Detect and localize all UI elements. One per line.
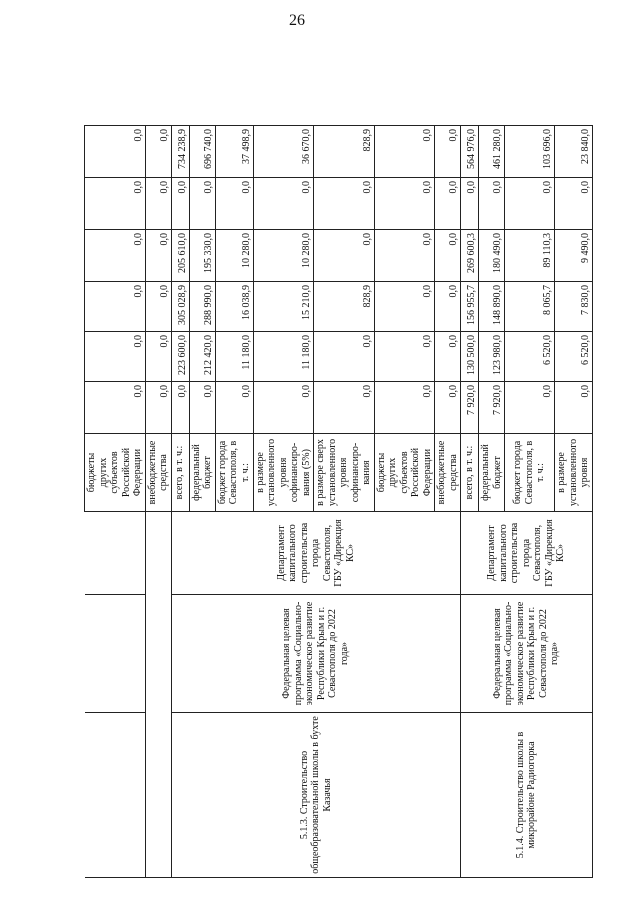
- object-cell-empty: [85, 713, 146, 878]
- value-cell: 0,0: [145, 332, 171, 382]
- value-cell: 0,0: [505, 178, 555, 230]
- value-cell: 16 038,9: [215, 282, 253, 332]
- value-cell: 7 920,0: [479, 382, 505, 434]
- value-cell: 734 238,9: [171, 126, 189, 178]
- value-cell: 9 490,0: [555, 230, 593, 282]
- table-row: [145, 34, 171, 878]
- funding-source: всего, в т. ч.:: [461, 434, 479, 512]
- funding-source: всего, в т. ч.:: [171, 434, 189, 512]
- value-cell: 0,0: [374, 230, 435, 282]
- value-cell: 461 280,0: [479, 126, 505, 178]
- value-cell: 0,0: [85, 178, 146, 230]
- value-cell: 7 920,0: [461, 382, 479, 434]
- value-cell: 0,0: [171, 382, 189, 434]
- value-cell: 103 696,0: [505, 126, 555, 178]
- object-name: 5.1.3. Строительство общеобразовательной школы в бухте Казачья: [171, 713, 461, 878]
- executor-name: Департамент капитального строительства города Севастополя, ГБУ «Дирекция КС»: [171, 512, 461, 595]
- value-cell: 0,0: [314, 178, 375, 230]
- value-cell: 23 840,0: [555, 126, 593, 178]
- value-cell: 6 520,0: [555, 332, 593, 382]
- funding-source: бюджеты других субъектов Российской Федерации: [374, 434, 435, 512]
- value-cell: 0,0: [435, 230, 461, 282]
- funding-source: бюджет города Севастополя, в т. ч.:: [505, 434, 555, 512]
- value-cell: 0,0: [479, 178, 505, 230]
- value-cell: 7 830,0: [555, 282, 593, 332]
- value-cell: 0,0: [145, 282, 171, 332]
- value-cell: 123 980,0: [479, 332, 505, 382]
- program-cell-empty: [85, 595, 146, 713]
- funding-source: в размере сверх установленного уровня софинансиро-вания: [314, 434, 375, 512]
- value-cell: 0,0: [145, 230, 171, 282]
- table-body: [85, 34, 593, 878]
- value-cell: 0,0: [435, 332, 461, 382]
- value-cell: 0,0: [145, 382, 171, 434]
- value-cell: 195 330,0: [189, 230, 215, 282]
- funding-source: в размере установленного уровня: [555, 434, 593, 512]
- value-cell: 10 280,0: [215, 230, 253, 282]
- value-cell: 288 990,0: [189, 282, 215, 332]
- value-cell: 0,0: [85, 230, 146, 282]
- value-cell: 0,0: [215, 382, 253, 434]
- value-cell: 0,0: [145, 178, 171, 230]
- value-cell: 10 280,0: [253, 230, 314, 282]
- value-cell: 0,0: [374, 178, 435, 230]
- value-cell: 223 600,0: [171, 332, 189, 382]
- funding-source: федеральный бюджет: [479, 434, 505, 512]
- page-number: 26: [289, 12, 305, 29]
- value-cell: 269 600,3: [461, 230, 479, 282]
- value-cell: 696 740,0: [189, 126, 215, 178]
- value-cell: 6 520,0: [505, 332, 555, 382]
- program-name: Федеральная целевая программа «Социально-экономическое развитие Республики Крым и г. Севастополя до 2022 года»: [461, 595, 593, 713]
- rotated-table-wrapper: [84, 34, 591, 878]
- value-cell: 0,0: [374, 282, 435, 332]
- value-cell: 0,0: [85, 332, 146, 382]
- funding-source: в размере установленного уровня софинансиро-вания (5%): [253, 434, 314, 512]
- value-cell: 37 498,9: [215, 126, 253, 178]
- executor-cell-empty: [85, 512, 146, 595]
- value-cell: 156 955,7: [461, 282, 479, 332]
- object-name: 5.1.4. Строительство школы в микрорайоне Радиогорка: [461, 713, 593, 878]
- value-cell: 305 028,9: [171, 282, 189, 332]
- executor-name: Департамент капитального строительства города Севастополя, ГБУ «Дирекция КС»: [461, 512, 593, 595]
- spacer-cell: [145, 512, 171, 878]
- value-cell: 15 210,0: [253, 282, 314, 332]
- value-cell: 828,9: [314, 126, 375, 178]
- value-cell: 828,9: [314, 282, 375, 332]
- value-cell: 8 065,7: [505, 282, 555, 332]
- value-cell: 0,0: [461, 178, 479, 230]
- value-cell: 205 610,0: [171, 230, 189, 282]
- program-name: Федеральная целевая программа «Социально-экономическое развитие Республики Крым и г. Севастополя до 2022 года»: [171, 595, 461, 713]
- value-cell: 0,0: [314, 332, 375, 382]
- value-cell: 0,0: [374, 126, 435, 178]
- value-cell: 0,0: [85, 382, 146, 434]
- value-cell: 212 420,0: [189, 332, 215, 382]
- value-cell: 0,0: [253, 178, 314, 230]
- value-cell: 0,0: [314, 382, 375, 434]
- value-cell: 0,0: [253, 382, 314, 434]
- funding-source: бюджеты других субъектов Российской Федерации: [85, 434, 146, 512]
- value-cell: 130 500,0: [461, 332, 479, 382]
- value-cell: 0,0: [314, 230, 375, 282]
- funding-source: федеральный бюджет: [189, 434, 215, 512]
- funding-source: внебюджетные средства: [435, 434, 461, 512]
- table-row: [171, 34, 189, 878]
- value-cell: 0,0: [85, 282, 146, 332]
- value-cell: 564 976,0: [461, 126, 479, 178]
- value-cell: 0,0: [435, 126, 461, 178]
- value-cell: 0,0: [189, 178, 215, 230]
- value-cell: 0,0: [435, 282, 461, 332]
- funding-source: внебюджетные средства: [145, 434, 171, 512]
- funding-source: бюджет города Севастополя, в т. ч.:: [215, 434, 253, 512]
- value-cell: 0,0: [374, 382, 435, 434]
- value-cell: 36 670,0: [253, 126, 314, 178]
- value-cell: 0,0: [435, 382, 461, 434]
- value-cell: 0,0: [505, 382, 555, 434]
- table-row: [85, 34, 146, 878]
- value-cell: 0,0: [171, 178, 189, 230]
- value-cell: 0,0: [85, 126, 146, 178]
- value-cell: 0,0: [374, 332, 435, 382]
- table-row: [461, 34, 479, 878]
- budget-table: [84, 33, 593, 878]
- value-cell: 0,0: [145, 126, 171, 178]
- value-cell: 11 180,0: [253, 332, 314, 382]
- value-cell: 11 180,0: [215, 332, 253, 382]
- value-cell: 148 890,0: [479, 282, 505, 332]
- value-cell: 180 490,0: [479, 230, 505, 282]
- value-cell: 0,0: [435, 178, 461, 230]
- value-cell: 0,0: [215, 178, 253, 230]
- value-cell: 0,0: [189, 382, 215, 434]
- value-cell: 89 110,3: [505, 230, 555, 282]
- value-cell: 0,0: [555, 178, 593, 230]
- value-cell: 0,0: [555, 382, 593, 434]
